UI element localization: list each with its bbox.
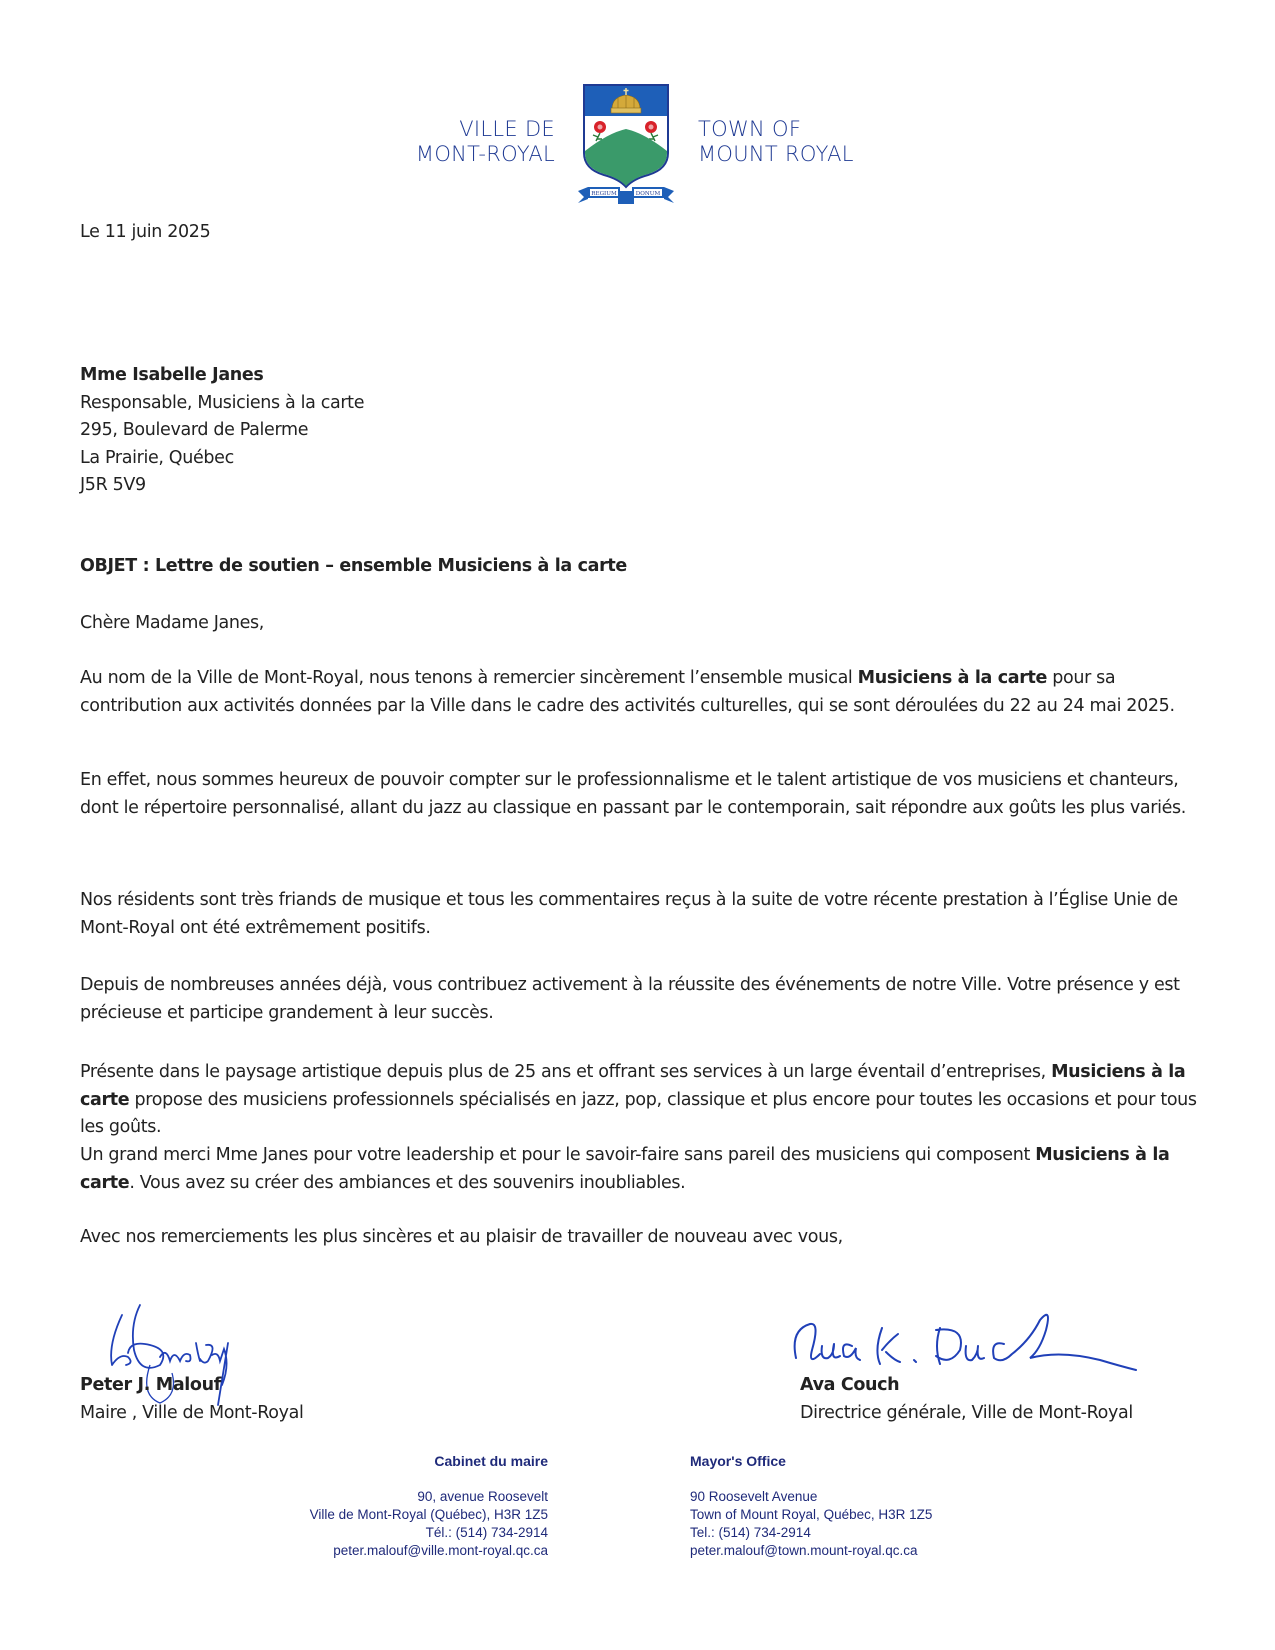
paragraph-1-text-b: pour sa contribution aux activités données par la Ville dans le cadre des activités culturelles, qui se sont déroulées du 22 au 24 mai 2025.: [80, 668, 1175, 716]
paragraph-5-text-a: Présente dans le paysage artistique depuis plus de 25 ans et offrant ses services à un large éventail d’entreprises,: [80, 1062, 1052, 1082]
footer-english-email[interactable]: peter.malouf@town.mount-royal.qc.ca: [690, 1543, 918, 1558]
signatory-2-title: Directrice générale, Ville de Mont-Royal: [800, 1403, 1133, 1423]
motto-left: REGIUM: [591, 191, 617, 197]
footer-french-address2: Ville de Mont-Royal (Québec), H3R 1Z5: [309, 1507, 548, 1522]
recipient-street: 295, Boulevard de Palerme: [80, 420, 309, 440]
signatory-2-name: Ava Couch: [800, 1375, 900, 1395]
paragraph-5: [80, 1059, 1200, 1142]
paragraph-5-text-b: propose des musiciens professionnels spécialisés en jazz, pop, classique et plus encore pour toutes les occasions et pour tous les goûts.: [80, 1089, 1197, 1137]
paragraph-6-text-a: Un grand merci Mme Janes pour votre leadership et pour le savoir-faire sans pareil des musiciens qui composent: [80, 1145, 1036, 1165]
footer-english-contact: [690, 1488, 1010, 1560]
recipient-city: La Prairie, Québec: [80, 447, 234, 468]
footer-english-phone: Tel.: (514) 734-2914: [690, 1525, 811, 1540]
footer-french-email[interactable]: peter.malouf@ville.mont-royal.qc.ca: [333, 1543, 548, 1558]
coat-of-arms-icon: [578, 83, 674, 208]
recipient-name: Mme Isabelle Janes: [80, 365, 264, 385]
paragraph-1-brand: Musiciens à la carte: [857, 668, 1048, 688]
motto-ribbon: [578, 187, 674, 204]
recipient-block: [80, 362, 364, 500]
signature-mayor-icon: [100, 1295, 330, 1415]
letterhead-french: [380, 117, 555, 167]
letter-date: Le 11 juin 2025: [80, 222, 211, 242]
paragraph-6: [80, 1142, 1200, 1197]
footer-french-phone: Tél.: (514) 734-2914: [425, 1525, 548, 1540]
recipient-postal-code: J5R 5V9: [80, 475, 146, 495]
signatory-1-name: Peter J. Malouf: [80, 1375, 221, 1395]
paragraph-4: Depuis de nombreuses années déjà, vous contribuez activement à la réussite des événements de notre Ville. Votre présence y est précieuse et participe grandement à leur succès.: [80, 975, 1180, 1023]
letterhead-english-line1: TOWN OF: [698, 117, 802, 141]
letterhead-french-line2: MONT-ROYAL: [415, 142, 555, 166]
paragraph-1-text-a: Au nom de la Ville de Mont-Royal, nous tenons à remercier sincèrement l’ensemble musical: [80, 668, 858, 688]
closing-line: Avec nos remerciements les plus sincères et au plaisir de travailler de nouveau avec vous,: [80, 1227, 843, 1247]
motto-right: DONUM: [635, 191, 661, 197]
letterhead-french-line1: VILLE DE: [459, 117, 555, 141]
paragraph-2: En effet, nous sommes heureux de pouvoir compter sur le professionnalisme et le talent artistique de vos musiciens et chanteurs, dont le répertoire personnalisé, allant du jazz au classique en passant par le contemporain, sait répondre aux goûts les plus variés.: [80, 770, 1186, 818]
footer-english-address1: 90 Roosevelt Avenue: [690, 1489, 818, 1504]
recipient-title: Responsable, Musiciens à la carte: [80, 392, 365, 413]
paragraph-6-brand: Musiciens à la carte: [80, 1145, 1170, 1193]
footer-french-address1: 90, avenue Roosevelt: [417, 1489, 548, 1504]
salutation: Chère Madame Janes,: [80, 613, 265, 633]
paragraph-5-brand: Musiciens à la carte: [80, 1062, 1186, 1110]
paragraph-6-text-b: . Vous avez su créer des ambiances et des souvenirs inoubliables.: [129, 1172, 686, 1193]
footer-french-heading: Cabinet du maire: [434, 1453, 548, 1469]
letterhead-english-line2: MOUNT ROYAL: [698, 142, 854, 166]
footer-english-heading: Mayor's Office: [690, 1453, 786, 1469]
paragraph-1: [80, 665, 1200, 720]
signatory-1-title: Maire , Ville de Mont-Royal: [80, 1403, 304, 1423]
signature-director-icon: [790, 1310, 1150, 1380]
footer-english-address2: Town of Mount Royal, Québec, H3R 1Z5: [690, 1507, 933, 1522]
letter-subject: OBJET : Lettre de soutien – ensemble Musiciens à la carte: [80, 556, 627, 576]
paragraph-3: Nos résidents sont très friands de musique et tous les commentaires reçus à la suite de votre récente prestation à l’Église Unie de Mont-Royal ont été extrêmement positifs.: [80, 890, 1178, 938]
letterhead-english: [698, 117, 928, 167]
footer-french-contact: [280, 1488, 548, 1560]
